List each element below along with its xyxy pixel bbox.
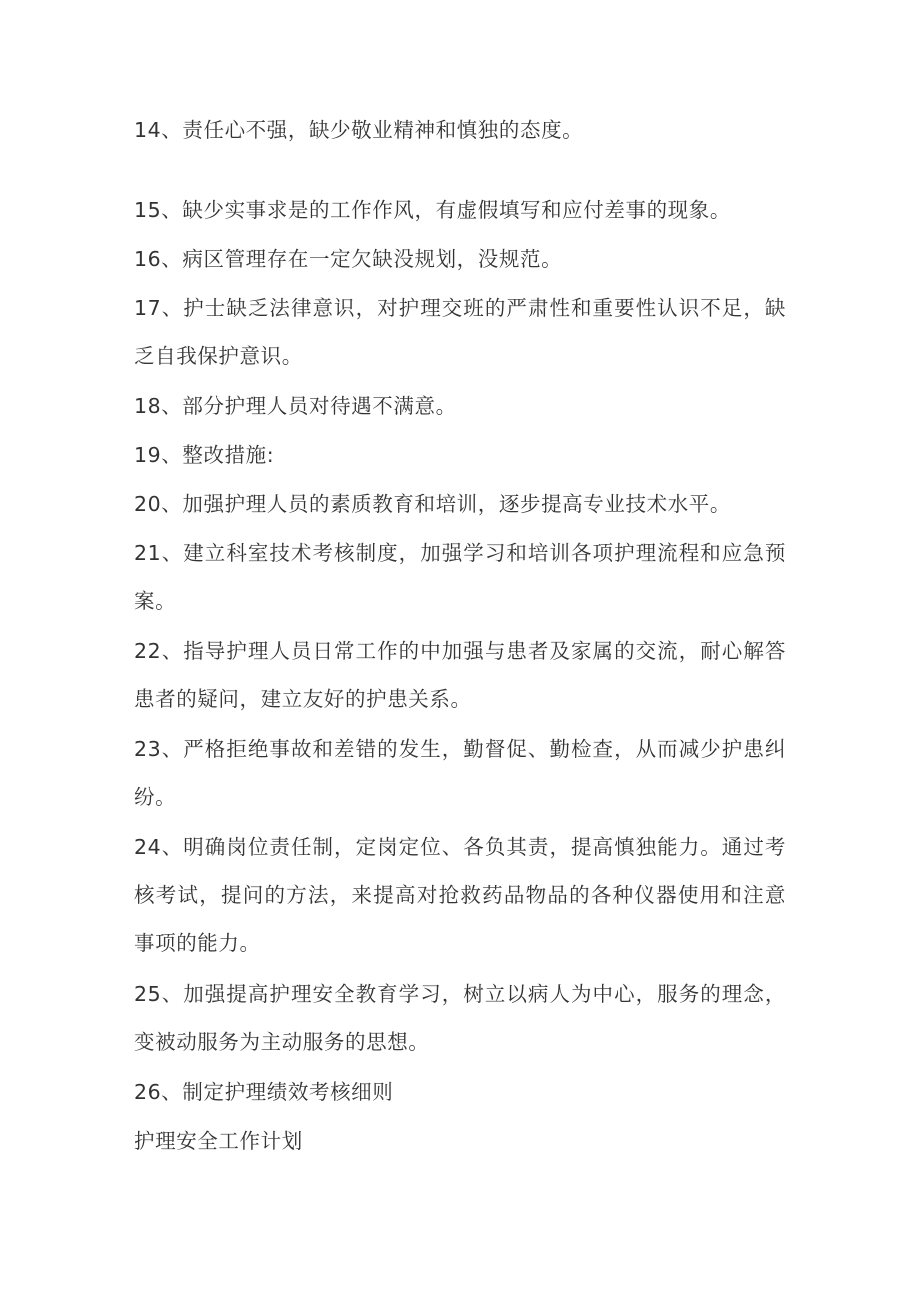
paragraph-14: 14、责任心不强，缺少敬业精神和慎独的态度。 bbox=[134, 118, 584, 142]
paragraph-26: 26、制定护理绩效考核细则 bbox=[134, 1080, 394, 1104]
paragraph-16: 16、病区管理存在一定欠缺没规划，没规范。 bbox=[134, 247, 563, 271]
paragraph-24: 24、明确岗位责任制，定岗定位、各负其责，提高慎独能力。通过考核考试，提问的方法，来提高对抢救药品物品的各种仪器使用和注意事项的能力。 bbox=[134, 835, 786, 955]
paragraph-18: 18、部分护理人员对待遇不满意。 bbox=[134, 394, 457, 418]
paragraph-22: 22、指导护理人员日常工作的中加强与患者及家属的交流，耐心解答患者的疑问，建立友好的护患关系。 bbox=[134, 639, 786, 711]
section-title: 护理安全工作计划 bbox=[134, 1129, 303, 1153]
paragraph-25: 25、加强提高护理安全教育学习，树立以病人为中心，服务的理念，变被动服务为主动服务的思想。 bbox=[134, 982, 786, 1054]
paragraph-19: 19、整改措施: bbox=[134, 443, 275, 467]
paragraph-23: 23、严格拒绝事故和差错的发生，勤督促、勤检查，从而减少护患纠纷。 bbox=[134, 737, 786, 809]
paragraph-15: 15、缺少实事求是的工作作风，有虚假填写和应付差事的现象。 bbox=[134, 198, 731, 222]
paragraph-21: 21、建立科室技术考核制度，加强学习和培训各项护理流程和应急预案。 bbox=[134, 541, 786, 613]
paragraph-20: 20、加强护理人员的素质教育和培训，逐步提高专业技术水平。 bbox=[134, 492, 731, 516]
paragraph-17: 17、护士缺乏法律意识，对护理交班的严肃性和重要性认识不足，缺乏自我保护意识。 bbox=[134, 296, 786, 368]
